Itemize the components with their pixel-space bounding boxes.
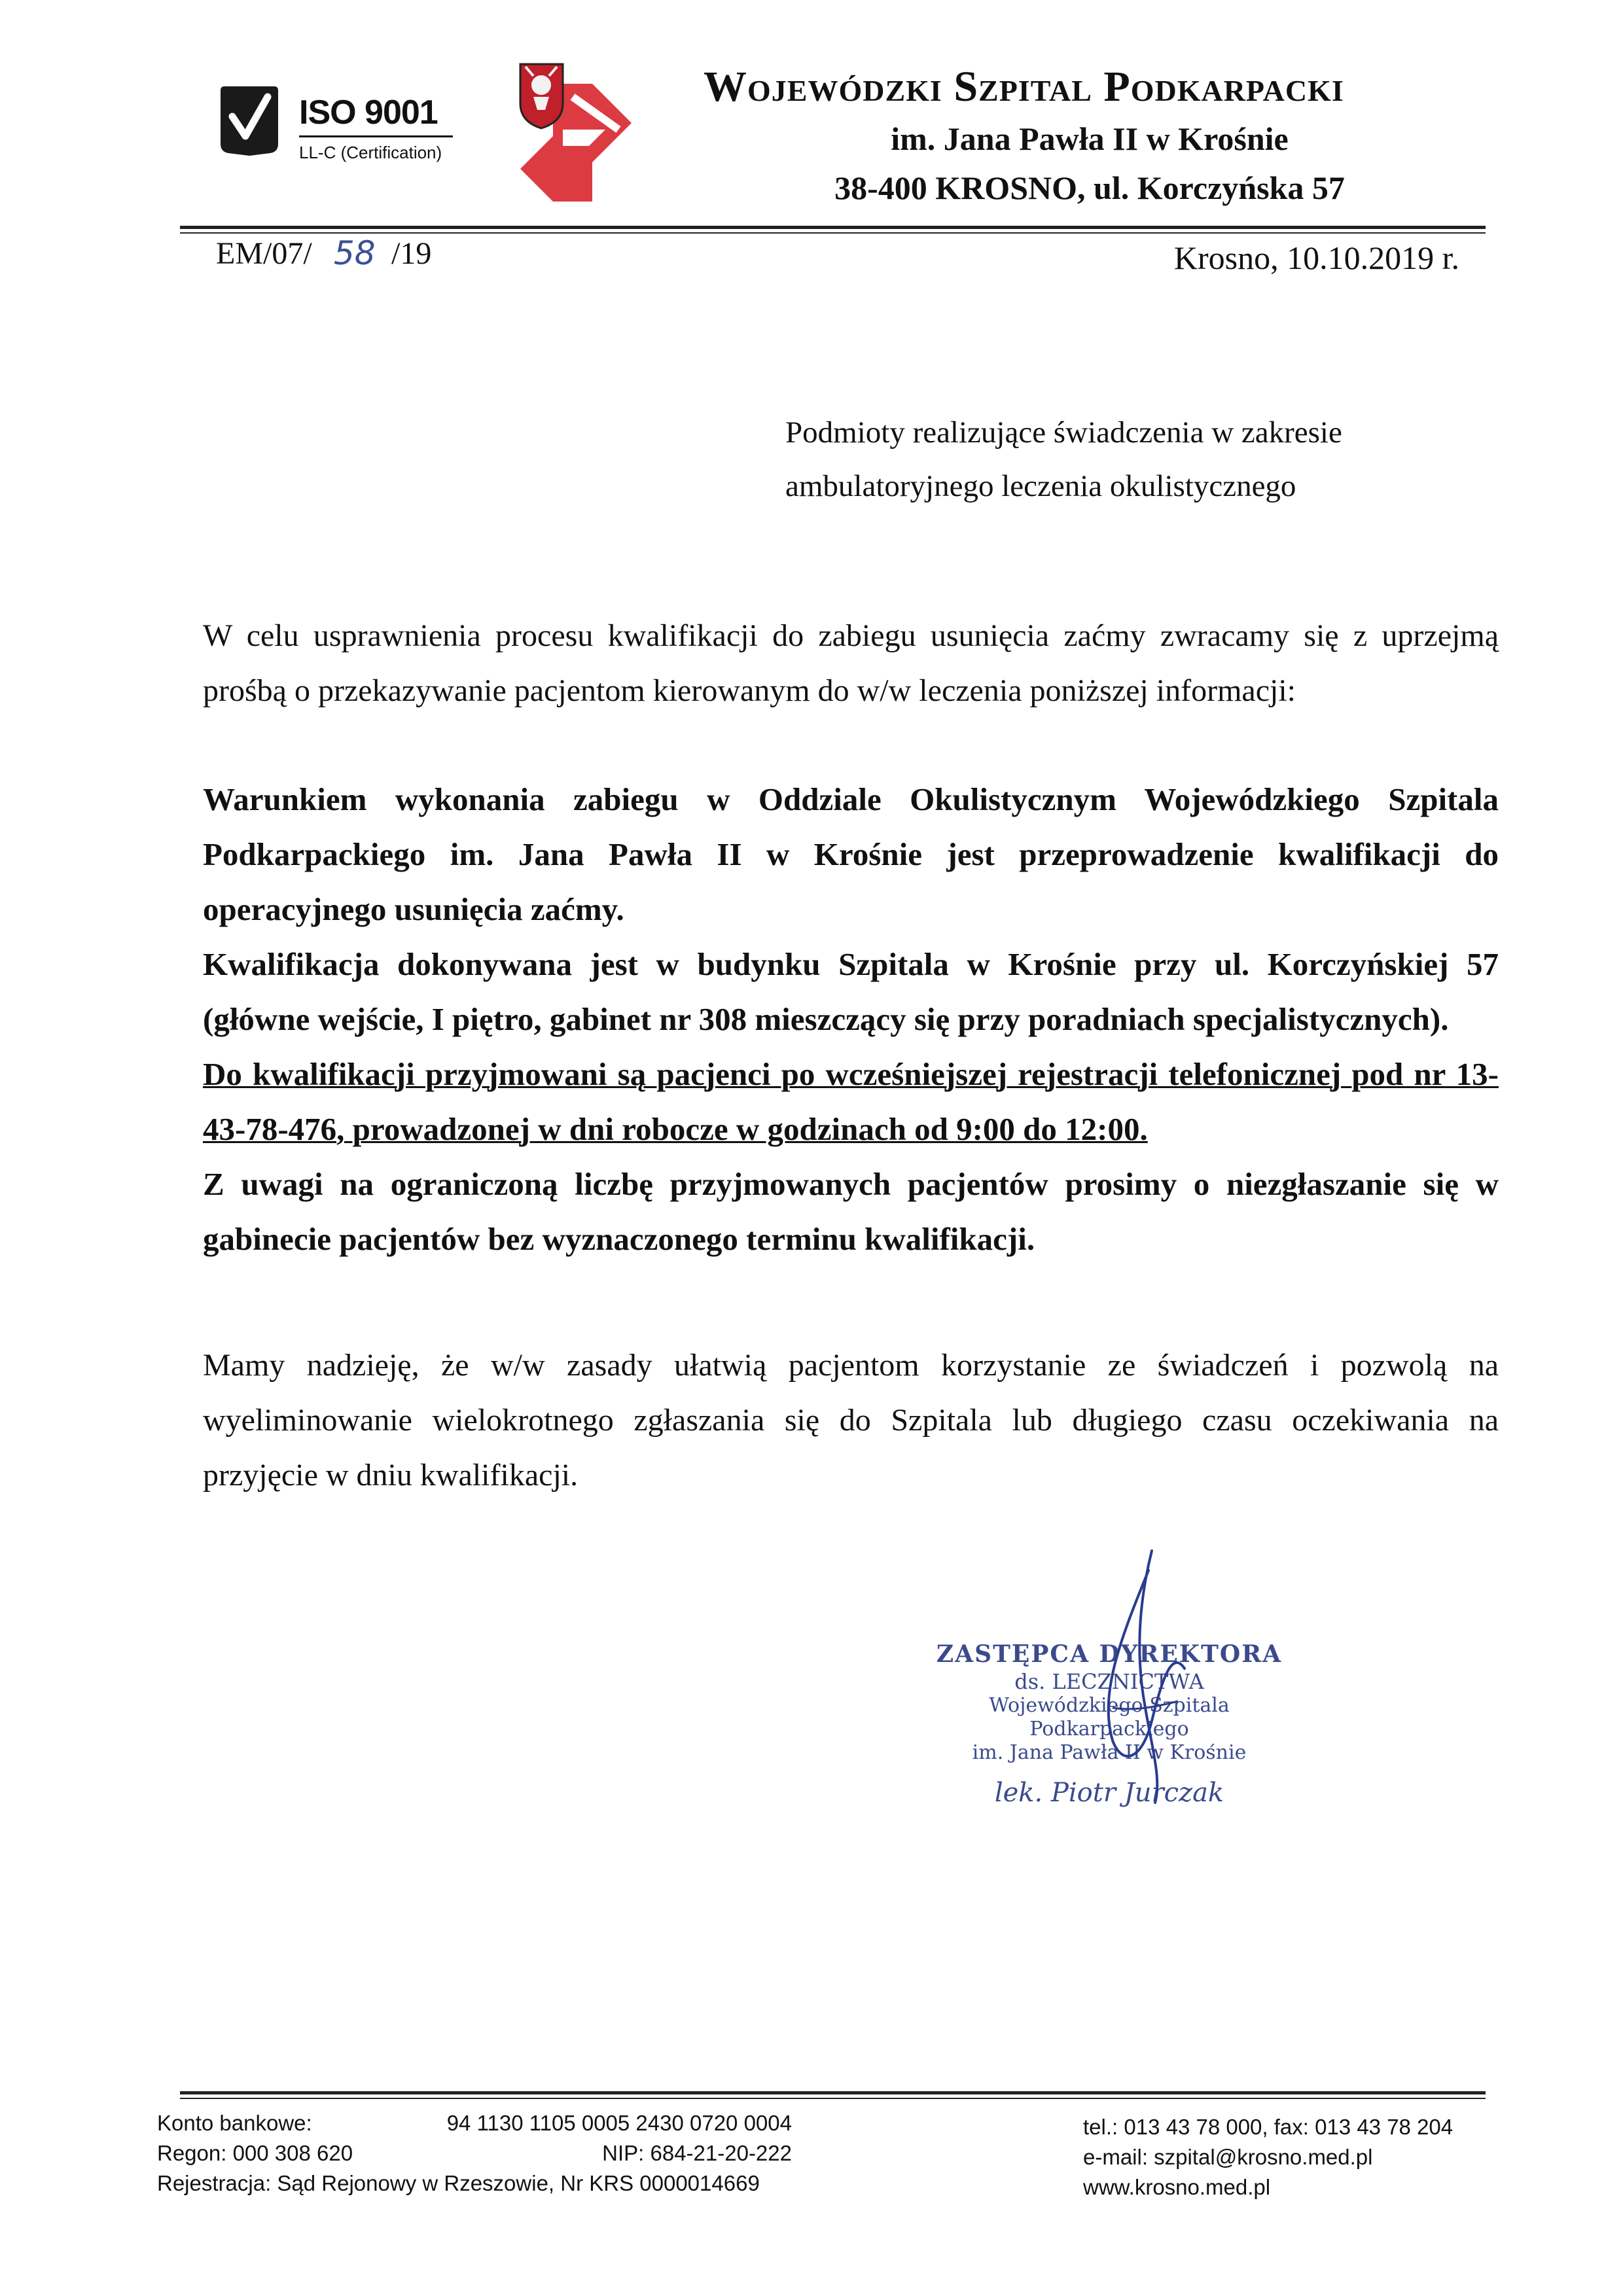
bank-label: Konto bankowe: — [157, 2111, 312, 2135]
closing-paragraph: Mamy nadzieję, że w/w zasady ułatwią pacjentom korzystanie ze świadczeń i pozwolą na wyeliminowanie wielokrotnego zgłaszania się do Szpitala lub długiego czasu oczekiwania na przyjęcie w dniu kwalifikacji. — [203, 1348, 1499, 1492]
letter-date: Krosno, 10.10.2019 r. — [1173, 239, 1459, 276]
email: e-mail: szpital@krosno.med.pl — [1083, 2145, 1373, 2169]
footer-bank-row — [157, 2108, 792, 2138]
iso-code: ISO 9001 — [299, 94, 438, 132]
qualification-requirement: Warunkiem wykonania zabiegu w Oddziale Okulistycznym Wojewódzkiego Szpitala Podkarpackiego im. Jana Pawła II w Krośnie jest przeprowadzenie kwalifikacji do operacyjnego usunięcia zaćmy. — [203, 781, 1499, 927]
stamp-location: im. Jana Pawła II w Krośnie — [972, 1741, 1247, 1764]
stamp-institution: Wojewódzkiego Szpitala Podkarpackiego — [989, 1694, 1230, 1740]
iso-divider — [299, 135, 453, 137]
reference-number-handwritten: 58 — [334, 234, 376, 272]
instructions-block — [203, 772, 1499, 1267]
footer-divider — [180, 2091, 1486, 2094]
footer-left — [157, 2108, 792, 2199]
bank-account: 94 1130 1105 0005 2430 0720 0004 — [446, 2111, 792, 2135]
registration-info: Do kwalifikacji przyjmowani są pacjenci po wcześniejszej rejestracji telefonicznej pod nr 13-43-78-476, prowadzonej w dni robocze w godzinach od 9:00 do 12:00. — [203, 1056, 1499, 1147]
court-registration: Rejestracja: Sąd Rejonowy w Rzeszowie, Nr KRS 0000014669 — [157, 2171, 760, 2195]
header-divider — [180, 226, 1486, 229]
hospital-name: Wojewódzki Szpital Podkarpacki — [704, 63, 1344, 111]
footer-ids-row — [157, 2138, 792, 2168]
no-walk-in-notice: Z uwagi na ograniczoną liczbę przyjmowanych pacjentów prosimy o niezgłaszanie się w gabinecie pacjentów bez wyznaczonego terminu kwalifikacji. — [203, 1166, 1499, 1257]
stamp-title: ZASTĘPCA DYREKTORA — [936, 1640, 1283, 1668]
website: www.krosno.med.pl — [1083, 2175, 1271, 2199]
intro-paragraph: W celu usprawnienia procesu kwalifikacji do zabiegu usunięcia zaćmy zwracamy się z uprzejmą prośbą o przekazywanie pacjentom kierowanym do w/w leczenia poniższej informacji: — [203, 618, 1499, 708]
qualification-location: Kwalifikacja dokonywana jest w budynku Szpitala w Krośnie przy ul. Korczyńskiej 57 (główne wejście, I piętro, gabinet nr 308 mieszczący się przy poradniach specjalistycznych). — [203, 946, 1499, 1037]
header-divider-thin — [180, 232, 1486, 234]
phone-fax: tel.: 013 43 78 000, fax: 013 43 78 204 — [1083, 2115, 1454, 2139]
regon: Regon: 000 308 620 — [157, 2141, 353, 2165]
hospital-patron: im. Jana Pawła II w Krośnie — [891, 120, 1289, 157]
addressee-line-1: Podmioty realizujące świadczenia w zakresie — [785, 415, 1342, 450]
nip: NIP: 684-21-20-222 — [602, 2141, 792, 2165]
footer-divider-thin — [180, 2098, 1486, 2099]
reference-suffix: /19 — [391, 236, 432, 271]
hospital-address: 38-400 KROSNO, ul. Korczyńska 57 — [834, 169, 1345, 206]
stamp-signatory: lek. Piotr Jurczak — [994, 1778, 1224, 1808]
reference-prefix: EM/07/ — [216, 236, 312, 271]
addressee-line-2: ambulatoryjnego leczenia okulistycznego — [785, 469, 1296, 503]
iso-certifier: LL-C (Certification) — [299, 143, 442, 162]
handwritten-signature — [1021, 1544, 1237, 1806]
stamp-subtitle: ds. LECZNICTWA — [1014, 1669, 1204, 1694]
hospital-logo — [514, 58, 645, 205]
iso-check-icon — [219, 84, 279, 156]
addressee — [785, 406, 1342, 513]
footer-right — [1083, 2112, 1453, 2202]
